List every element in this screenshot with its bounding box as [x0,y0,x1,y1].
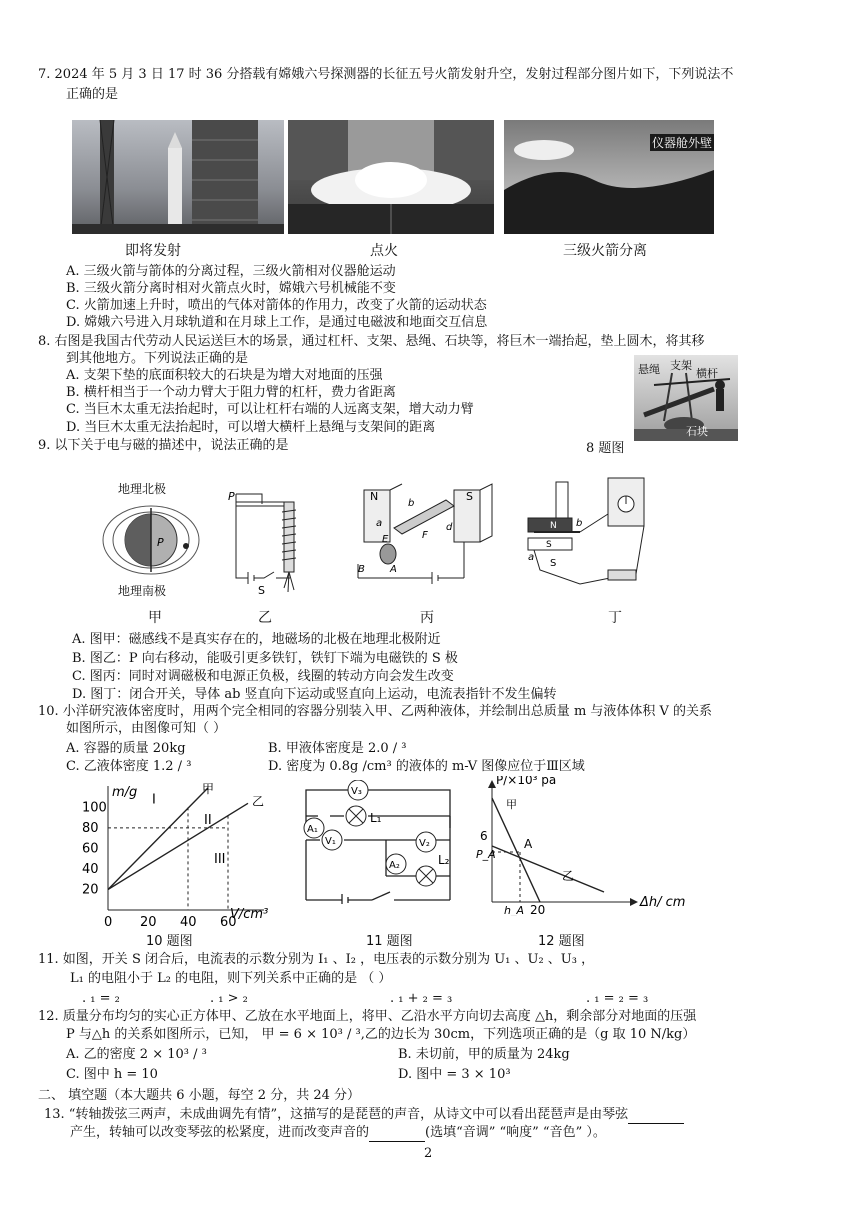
q8-figure-caption: 8 题图 [586,441,625,456]
svg-text:E: E [382,534,389,545]
q12-option-d: D. 图中 = 3 × 10³ [398,1067,511,1082]
q8-stem-line1: 8. 右图是我国古代劳动人民运送巨木的场景，通过杠杆、支架、悬绳、石块等，将巨木一端抬起，垫上圆木，将其移 [38,334,705,349]
svg-text:A: A [390,564,397,575]
svg-text:S: S [550,558,557,569]
q9-option-b: B. 图乙：P 向右移动，能吸引更多铁钉，铁钉下端为电磁铁的 S 极 [72,651,458,666]
q8-option-d: D. 当巨木太重无法抬起时，可以增大横杆上悬绳与支架间的距离 [66,420,436,435]
q11-stem-line2: L₁ 的电阻小于 L₂ 的电阻，则下列关系中正确的是 （ ） [70,971,392,986]
x-tick-label: 60 [220,915,237,928]
figure-electromagnet [226,488,312,598]
graph12-jia: 甲 [506,798,517,811]
q8-option-c: C. 当巨木太重无法抬起时，可以让杠杆右端的人远离支架，增大动力臂 [66,402,474,417]
q13-stem-line1 [44,1106,684,1124]
y-tick-label: 100 [82,800,107,816]
page-number: 2 [424,1146,433,1161]
q8-option-a: A. 支架下垫的底面积较大的石块是为增大对地面的压强 [66,368,383,383]
q10-option-d: D. 密度为 0.8g /cm³ 的液体的 m-V 图像应位于Ⅲ区域 [268,759,585,774]
region-label-1: I [152,792,156,808]
series-label-yi: 乙 [252,794,265,809]
q9-option-a: A. 图甲：磁感线不是真实存在的，地磁场的北极在地理北极附近 [72,632,441,647]
caption-ready: 即将发射 [125,243,181,259]
q12-option-b: B. 未切前，甲的质量为 24kg [398,1047,570,1062]
lamp-l1: L₁ [370,811,382,825]
x-tick-label: 0 [104,915,113,928]
launch-photo-separation [504,120,714,234]
graph12-point-a: A [524,837,533,851]
q10-option-b: B. 甲液体密度是 2.0 / ³ [268,741,407,756]
label-geo-south: 地理南极 [118,584,167,598]
svg-text:a: a [376,518,383,529]
x-axis-label: V/cm³ [230,907,269,922]
label-rope: 悬绳 [638,363,660,376]
q10-option-c: C. 乙液体密度 1.2 / ³ [66,759,192,774]
x-tick-label: 40 [180,915,197,928]
q12-option-c: C. 图中 h = 10 [66,1067,158,1082]
q12-option-a: A. 乙的密度 2 × 10³ / ³ [66,1047,207,1062]
y-tick-label: 80 [82,820,99,836]
label-support: 支架 [670,359,692,372]
svg-text:S: S [258,584,265,597]
launch-photo-ignition [288,120,494,234]
graph12-ha: h_A [504,904,524,916]
q12-stem-line2: P 与△h 的关系如图所示，已知， 甲 = 6 × 10³ / ³,乙的边长为 30cm，下列选项正确的是（g 取 10 N/kg） [66,1027,696,1042]
y-axis-label: m/g [112,785,138,800]
svg-text:b: b [408,498,415,509]
q10-stem-line1: 10. 小洋研究液体密度时，用两个完全相同的容器分别装入甲、乙两种液体，并绘制出总质量 m 与液体体积 V 的关系 [38,704,713,719]
meter-a1: A₁ [307,824,318,835]
svg-text:N: N [370,490,379,503]
q7-option-b: B. 三级火箭分离时相对火箭点火时，嫦娥六号机械能不变 [66,281,396,296]
meter-v1: V₁ [325,836,336,847]
q13-blank-1[interactable] [628,1109,684,1124]
series-label-jia: 甲 [202,782,215,797]
q7-stem-line2: 正确的是 [66,87,119,102]
x-tick-label: 20 [140,915,157,928]
caption-ding: 丁 [608,610,622,626]
q11-choice-c: . ₁ + ₂ = ₃ [390,991,453,1006]
graph12-tick-6: 6 [480,829,488,843]
q7-option-a: A. 三级火箭与箭体的分离过程，三级火箭相对仪器舱运动 [66,264,396,279]
q11-stem-line1: 11. 如图，开关 S 闭合后，电流表的示数分别为 I₁ 、I₂ ，电压表的示数分别为 U₁ 、U₂ 、U₃ ， [38,952,595,967]
svg-text:P: P [157,536,164,549]
lamp-l2: L₂ [438,853,450,867]
q13-line2-text: 产生，转轴可以改变琴弦的松紧度，进而改变声音的 [70,1125,370,1140]
photo-overlay-label: 仪器舱外壁 [652,136,713,150]
fig10-caption: 10 题图 [146,934,193,949]
q13-line2-tail: (选填“音调” “响度” “音色” ）。 [425,1125,606,1140]
y-tick-label: 60 [82,841,99,857]
svg-text:d: d [446,522,453,533]
svg-text:B: B [358,564,365,575]
meter-a2: A₂ [389,860,400,871]
q11-choice-d: . ₁ = ₂ = ₃ [586,991,649,1006]
caption-ignition: 点火 [370,243,398,259]
figure-earth-magnetism [98,478,204,598]
graph12-tick-20: 20 [530,903,546,916]
section-heading-fill-blank: 二、 填空题（本大题共 6 小题，每空 2 分，共 24 分） [38,1088,361,1103]
caption-yi: 乙 [258,610,272,626]
q11-choice-a: . ₁ = ₂ [82,991,120,1006]
giant-log-image [634,355,738,441]
series-line-0 [108,788,208,890]
launch-photo-ready [72,120,284,234]
meter-v2: V₂ [419,838,430,849]
circuit-diagram [302,780,460,904]
q8-stem-line2: 到其他地方。下列说法正确的是 [66,351,249,366]
graph12-ylabel: P/×10³ pa [496,776,557,787]
y-tick-label: 20 [82,882,99,898]
fig12-caption: 12 题图 [538,934,585,949]
svg-text:F: F [422,530,428,541]
q9-option-c: C. 图丙：同时对调磁极和电源正负极，线圈的转动方向会发生改变 [72,669,454,684]
series-line-1 [108,803,248,889]
label-geo-north: 地理北极 [118,482,167,496]
q7-option-c: C. 火箭加速上升时，喷出的气体对箭体的作用力，改变了火箭的运动状态 [66,298,487,313]
region-label-2: II [204,812,212,828]
q11-choice-b: . ₁ > ₂ [210,991,248,1006]
svg-text:P: P [228,490,235,503]
q7-option-d: D. 嫦娥六号进入月球轨道和在月球上工作，是通过电磁波和地面交互信息 [66,315,488,330]
q8-option-b: B. 横杆相当于一个动力臂大于阻力臂的杠杆，费力省距离 [66,385,396,400]
svg-text:N: N [550,521,557,531]
caption-bing: 丙 [420,610,434,626]
figure-induction [520,474,664,600]
q9-stem: 9. 以下关于电与磁的描述中，说法正确的是 [38,438,289,453]
svg-text:b: b [576,518,583,529]
graph12-xlabel: Δh/ cm [640,895,686,910]
q12-stem-line1: 12. 质量分布均匀的实心正方体甲、乙放在水平地面上，将甲、乙沿水平方向切去高度 △h，剩余部分对地面的压强 [38,1009,697,1024]
graph12-pa: P_A [476,848,496,861]
graph12-yi: 乙 [562,869,575,883]
pressure-height-graph [474,776,686,916]
label-stone: 石块 [686,425,708,438]
svg-text:S: S [466,490,473,503]
meter-v3: V₃ [351,786,362,797]
caption-jia: 甲 [148,610,162,626]
caption-separation: 三级火箭分离 [563,243,647,259]
q13-stem-line2 [70,1124,606,1142]
y-tick-label: 40 [82,861,99,877]
fig11-caption: 11 题图 [366,934,413,949]
region-label-3: III [214,851,226,867]
q10-stem-line2: 如图所示，由图像可知（ ） [66,721,227,736]
svg-text:a: a [528,552,535,563]
q13-blank-2[interactable] [369,1127,425,1142]
label-lever: 横杆 [696,367,718,380]
figure-motor [354,482,498,598]
mass-volume-chart [74,778,294,928]
q13-line1-text: 13. “转轴拨弦三两声，未成曲调先有情”，这描写的是琵琶的声音，从诗文中可以看出琵琶声是由琴弦 [44,1107,629,1122]
q10-option-a: A. 容器的质量 20kg [66,741,186,756]
svg-text:S: S [546,540,552,550]
q7-stem-line1: 7. 2024 年 5 月 3 日 17 时 36 分搭载有嫦娥六号探测器的长征五号火箭发射升空，发射过程部分图片如下，下列说法不 [38,67,734,82]
q9-option-d: D. 图丁：闭合开关，导体 ab 竖直向下运动或竖直向上运动，电流表指针不发生偏转 [72,687,557,702]
